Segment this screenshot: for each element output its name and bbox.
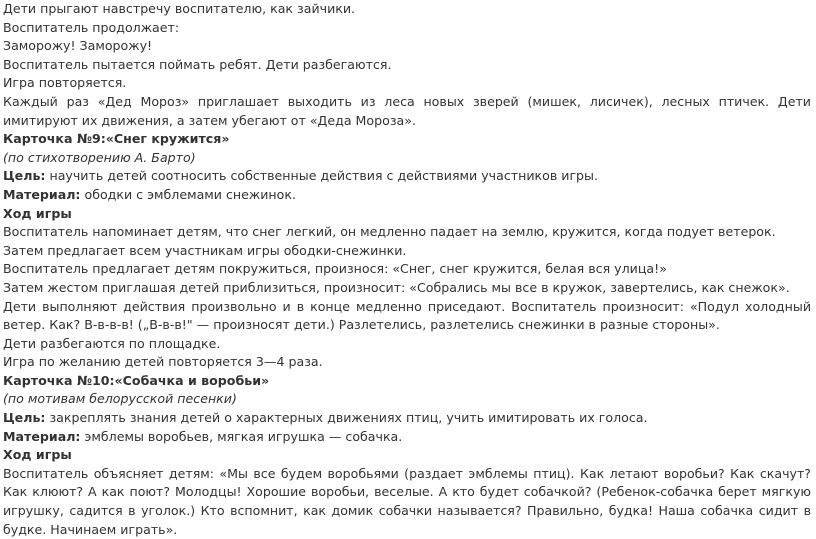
card9-step-5: Дети выполняют действия произвольно и в конце медленно приседают. Воспитатель произносит: «Подул холодный ветер. Как? В-в-в-в! („В-в-в!" — произносят дети.) Разлетелись, разлетелись снежинки в разные стороны».: [3, 298, 811, 333]
card10-subtitle: (по мотивам белорусской песенки): [3, 391, 237, 407]
paragraph-intro-6: Каждый раз «Дед Мороз» приглашает выходить из леса новых зверей (мишек, лисичек), лесных птичек. Дети имитируют их движения, а затем убегают от «Деда Мороза».: [3, 93, 811, 128]
card9-step-7: Игра по желанию детей повторяется 3—4 раза.: [3, 354, 323, 370]
paragraph-intro-4: Воспитатель пытается поймать ребят. Дети разбегаются.: [3, 56, 392, 72]
card10-course-heading: Ход игры: [3, 447, 72, 463]
card9-goal-label: Цель:: [3, 168, 46, 184]
card10-step-1: Воспитатель объясняет детям: «Мы все будем воробьями (раздает эмблемы птиц). Как летают воробьи? Как скачут? Как клюют? А как поют? Молодцы! Хорошие воробьи, веселые. А кто будет собачкой? (Ребенок-собачка берет мягкую игрушку, садится в уголок.) Кто вспомнит, как домик собачки называется? Правильно, будка! Наша собачка сидит в будке. Начинаем играть».: [3, 465, 811, 537]
card9-course-heading: Ход игры: [3, 205, 72, 221]
document-page: [3, 0, 811, 539]
card9-title: Карточка №9:«Снег кружится»: [3, 131, 230, 147]
card9-goal-text: научить детей соотносить собственные действия с действиями участников игры.: [45, 168, 598, 184]
card9-step-3: Воспитатель предлагает детям покружиться, произнося: «Снег, снег кружится, белая вся улица!»: [3, 261, 667, 277]
paragraph-intro-3: Заморожу! Заморожу!: [3, 38, 153, 54]
card10-goal: [3, 409, 811, 428]
card9-material-label: Материал:: [3, 186, 81, 202]
card10-goal-label: Цель:: [3, 410, 46, 426]
card9-material: [3, 186, 811, 205]
card10-material-label: Материал:: [3, 428, 81, 444]
card10-material-text: эмблемы воробьев, мягкая игрушка — собачка.: [80, 428, 403, 444]
card9-step-2: Затем предлагает всем участникам игры ободки-снежинки.: [3, 242, 407, 258]
card10-title: Карточка №10:«Собачка и воробьи»: [3, 372, 270, 388]
card10-material: [3, 428, 811, 447]
paragraph-intro-1: Дети прыгают навстречу воспитателю, как зайчики.: [3, 1, 356, 16]
paragraph-intro-2: Воспитатель продолжает:: [3, 19, 180, 35]
card9-material-text: ободки с эмблемами снежинок.: [80, 186, 296, 202]
card10-goal-text: закреплять знания детей о характерных движениях птиц, учить имитировать их голоса.: [45, 410, 648, 426]
card9-subtitle: (по стихотворению А. Барто): [3, 149, 196, 165]
card9-step-4: Затем жестом приглашая детей приблизиться, произносит: «Собрались мы все в кружок, завертелись, как снежок».: [3, 279, 790, 295]
card9-step-1: Воспитатель напоминает детям, что снег легкий, он медленно падает на землю, кружится, когда подует ветерок.: [3, 224, 776, 240]
card9-step-6: Дети разбегаются по площадке.: [3, 335, 221, 351]
paragraph-intro-5: Игра повторяется.: [3, 75, 127, 91]
card9-goal: [3, 167, 811, 186]
